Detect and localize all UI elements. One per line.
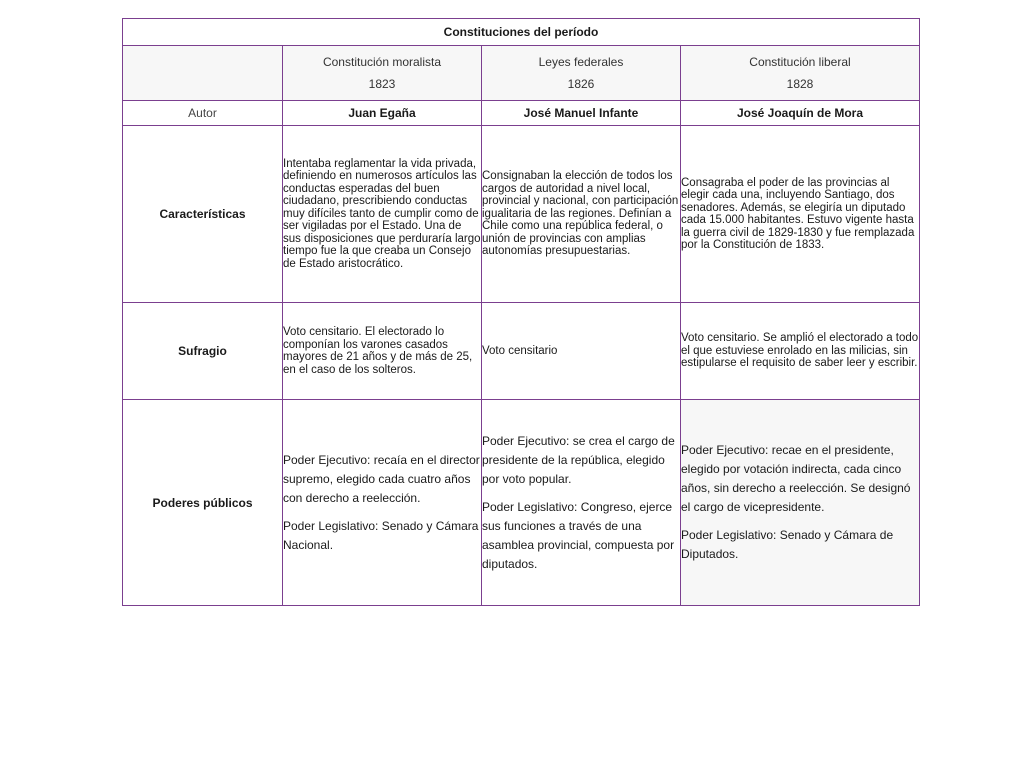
poder-ejecutivo-text: Poder Ejecutivo: recaía en el director supremo, elegido cada cuatro años con derecho a reelección. bbox=[283, 452, 480, 505]
empty-corner-cell bbox=[123, 46, 283, 101]
row-label-poderes: Poderes públicos bbox=[123, 400, 283, 606]
title-row bbox=[123, 19, 920, 46]
constitution-year: 1823 bbox=[368, 77, 396, 91]
poder-legislativo-text: Poder Legislativo: Senado y Cámara de Diputados. bbox=[681, 528, 894, 561]
sufragio-row bbox=[123, 303, 920, 400]
header-constitution-1 bbox=[283, 46, 482, 101]
header-constitution-3 bbox=[681, 46, 920, 101]
row-label-caracteristicas: Características bbox=[123, 126, 283, 303]
constitution-name: Constitución moralista bbox=[322, 55, 442, 69]
poderes-cell bbox=[482, 400, 681, 606]
author-cell: José Manuel Infante bbox=[482, 101, 681, 126]
author-cell: Juan Egaña bbox=[283, 101, 482, 126]
header-constitution-2 bbox=[482, 46, 681, 101]
poderes-cell bbox=[283, 400, 482, 606]
poderes-cell bbox=[681, 400, 920, 606]
constitutions-table bbox=[122, 18, 920, 606]
constitution-year: 1826 bbox=[567, 77, 595, 91]
header-row bbox=[123, 46, 920, 101]
caracteristicas-cell: Intentaba reglamentar la vida privada, definiendo en numerosos artículos las conductas esperadas del buen ciudadano, prescribiendo conductas muy difíciles tanto de cumplir como de ser vigiladas por el Estado. Una de sus disposiciones que perduraría largo tiempo fue la que creaba un Consejo de Estado aristocrático. bbox=[283, 126, 482, 303]
sufragio-cell: Voto censitario bbox=[482, 303, 681, 400]
sufragio-cell: Voto censitario. Se amplió el electorado a todo el que estuviese enrolado en las milicias, sin estipularse el requisito de saber leer y escribir. bbox=[681, 303, 920, 400]
caracteristicas-row bbox=[123, 126, 920, 303]
poderes-row bbox=[123, 400, 920, 606]
author-row bbox=[123, 101, 920, 126]
caracteristicas-cell: Consignaban la elección de todos los cargos de autoridad a nivel local, provincial y nacional, con participación igualitaria de las regiones. Definían a Chile como una república federal, o unión de provincias con amplias autonomías presupuestarias. bbox=[482, 126, 681, 303]
poder-ejecutivo-text: Poder Ejecutivo: se crea el cargo de presidente de la república, elegido por voto popular. bbox=[482, 433, 675, 486]
caracteristicas-cell: Consagraba el poder de las provincias al elegir cada una, incluyendo Santiago, dos senadores. Además, se elegiría un diputado cada 15.000 habitantes. Estuvo vigente hasta la guerra civil de 1829-1830 y fue remplazada por la Constitución de 1833. bbox=[681, 126, 920, 303]
row-label-sufragio: Sufragio bbox=[123, 303, 283, 400]
author-cell: José Joaquín de Mora bbox=[681, 101, 920, 126]
poder-legislativo-text: Poder Legislativo: Congreso, ejerce sus funciones a través de una asamblea provincial, compuesta por diputados. bbox=[482, 499, 675, 571]
table-title: Constituciones del período bbox=[123, 19, 920, 46]
constitution-name: Constitución liberal bbox=[749, 55, 851, 69]
row-label-autor: Autor bbox=[123, 101, 283, 126]
constitution-year: 1828 bbox=[786, 77, 814, 91]
constitution-name: Leyes federales bbox=[538, 55, 624, 69]
poder-legislativo-text: Poder Legislativo: Senado y Cámara Nacional. bbox=[283, 518, 479, 552]
sufragio-cell: Voto censitario. El electorado lo componían los varones casados mayores de 21 años y de más de 25, en el caso de los solteros. bbox=[283, 303, 482, 400]
poder-ejecutivo-text: Poder Ejecutivo: recae en el presidente, elegido por votación indirecta, cada cinco años, sin derecho a reelección. Se designó el cargo de vicepresidente. bbox=[681, 443, 911, 514]
